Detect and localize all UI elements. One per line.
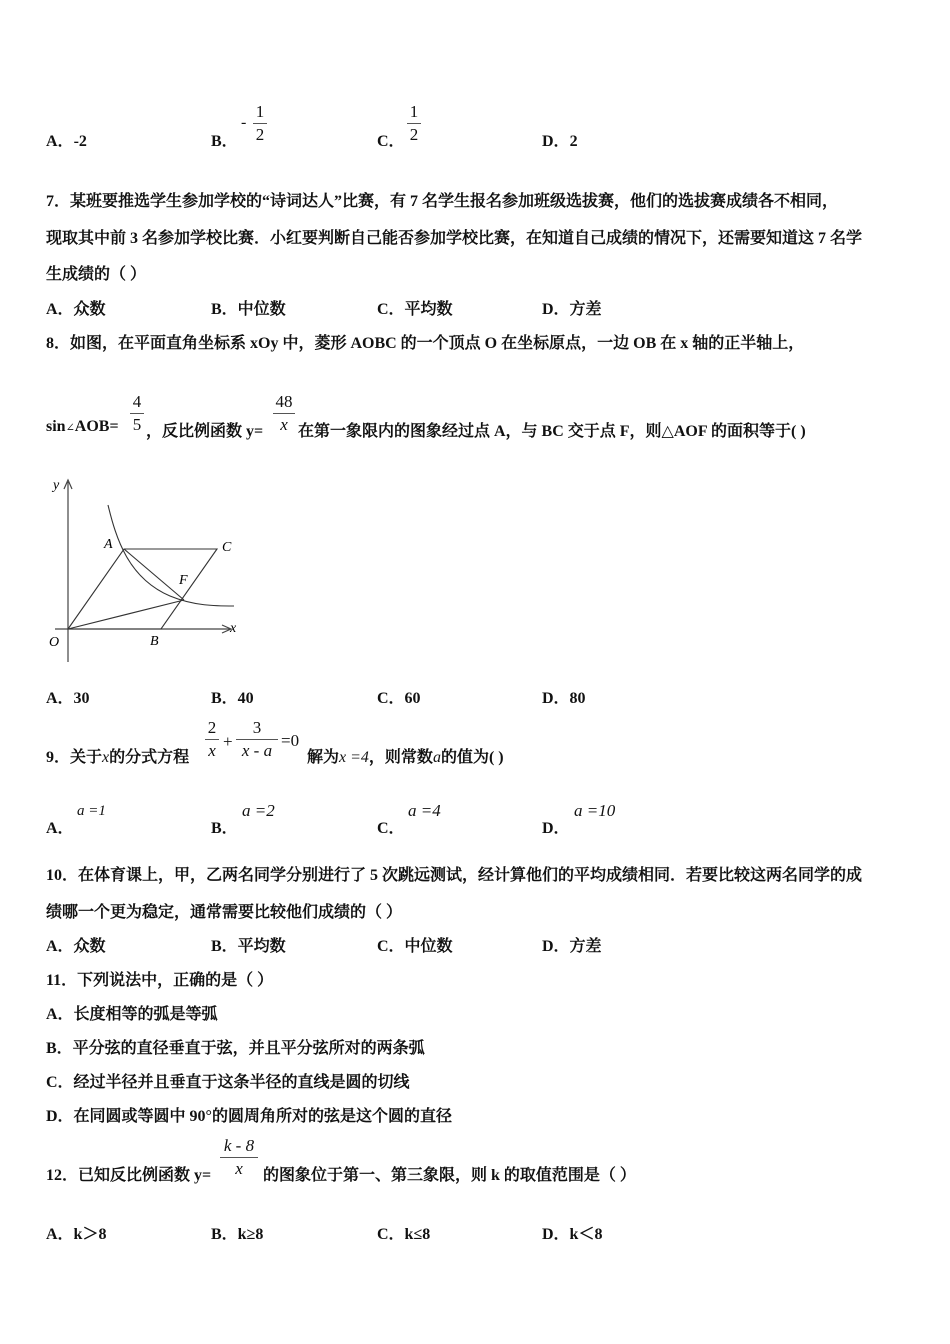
- q6-option-d: D．2: [542, 133, 578, 150]
- q12-stem-prefix: 12．已知反比例函数 y=: [46, 1167, 212, 1184]
- label-a: A: [104, 537, 113, 552]
- rhombus-aobc: [68, 549, 217, 629]
- q8-rhombus-figure: [40, 472, 240, 668]
- q8-option-c: C．60: [377, 690, 421, 707]
- q9-option-d-label: D．: [542, 820, 570, 837]
- q9-option-c-label: C．: [377, 820, 405, 837]
- q6-option-b: B．: [211, 133, 238, 150]
- label-y: y: [53, 478, 60, 493]
- hyperbola-curve: [108, 505, 234, 606]
- q8-option-d: D．80: [542, 690, 586, 707]
- q7-option-c: C．平均数: [377, 301, 453, 318]
- q7-option-d: D．方差: [542, 301, 602, 318]
- q12-option-c: C．k≤8: [377, 1226, 431, 1243]
- q11-option-d: D．在同圆或等圆中 90°的圆周角所对的弦是这个圆的直径: [46, 1108, 452, 1125]
- q12-option-b: B．k≥8: [211, 1226, 264, 1243]
- q9-stem-tail: 解为x =4，则常数a的值为( ): [307, 749, 504, 766]
- q9-option-b-value: a =2: [242, 801, 275, 820]
- q9-option-a-value: a =1: [77, 803, 106, 819]
- label-b: B: [150, 634, 159, 649]
- q9-equals-zero: =0: [281, 731, 300, 750]
- q6-option-b-sign: -: [241, 114, 247, 131]
- q8-function-prefix: ，反比例函数 y=: [146, 423, 264, 440]
- q7-option-a: A．众数: [46, 301, 106, 318]
- label-f: F: [179, 573, 188, 588]
- q9-option-b-label: B．: [211, 820, 238, 837]
- segment-af: [124, 549, 184, 600]
- q7-stem-line-1: 7．某班要推选学生参加学校的“诗词达人”比赛，有 7 名学生报名参加班级选拔赛，他们的选拔赛成绩各不相同，: [46, 193, 839, 210]
- q7-stem-line-3: 生成绩的（ ）: [46, 266, 147, 283]
- q8-sin-expression: sin∠AOB=: [46, 418, 119, 435]
- q10-option-d: D．方差: [542, 938, 602, 955]
- q10-stem-line-2: 绩哪一个更为稳定，通常需要比较他们成绩的（ ）: [46, 904, 403, 921]
- q12-option-d: D．k＜8: [542, 1226, 603, 1243]
- q7-stem-line-2: 现取其中前 3 名参加学校比赛．小红要判断自己能否参加学校比赛，在知道自己成绩的情况下，还需要知道这 7 名学: [46, 230, 863, 247]
- q9-fraction-2: 3 x - a: [236, 718, 278, 761]
- q12-fraction: k - 8 x: [220, 1136, 258, 1179]
- q8-stem-line-1: 8．如图，在平面直角坐标系 xOy 中，菱形 AOBC 的一个顶点 O 在坐标原点，一边 OB 在 x 轴的正半轴上，: [46, 335, 805, 352]
- q8-option-b: B．40: [211, 690, 254, 707]
- q8-function-fraction: 48 x: [273, 392, 295, 435]
- q9-option-c-value: a =4: [408, 801, 441, 820]
- q10-option-c: C．中位数: [377, 938, 453, 955]
- q10-stem-line-1: 10．在体育课上，甲，乙两名同学分别进行了 5 次跳远测试，经计算他们的平均成绩相同．若要比较这两名同学的成: [46, 867, 863, 884]
- label-c: C: [222, 540, 232, 555]
- q9-plus-sign: +: [223, 732, 233, 751]
- q9-option-a-label: A．: [46, 820, 74, 837]
- q12-option-a: A．k＞8: [46, 1226, 107, 1243]
- q6-option-c: C．: [377, 133, 405, 150]
- q9-fraction-1: 2 x: [205, 718, 219, 761]
- q11-option-b: B．平分弦的直径垂直于弦，并且平分弦所对的两条弧: [46, 1040, 425, 1057]
- q6-option-a: A．-2: [46, 133, 87, 150]
- q6-option-b-fraction: 1 2: [253, 102, 267, 145]
- q6-option-c-fraction: 1 2: [407, 102, 421, 145]
- label-x: x: [230, 621, 237, 636]
- q10-option-b: B．平均数: [211, 938, 286, 955]
- q11-stem: 11．下列说法中，正确的是（ ）: [46, 972, 274, 989]
- q8-stem-tail: 在第一象限内的图象经过点 A，与 BC 交于点 F，则△AOF 的面积等于( ): [298, 423, 806, 440]
- q9-option-d-value: a =10: [574, 801, 616, 820]
- q9-stem-prefix: 9．关于x的分式方程: [46, 749, 190, 766]
- label-o: O: [49, 635, 60, 650]
- q7-option-b: B．中位数: [211, 301, 286, 318]
- q11-option-a: A．长度相等的弧是等弧: [46, 1006, 218, 1023]
- q10-option-a: A．众数: [46, 938, 106, 955]
- q11-option-c: C．经过半径并且垂直于这条半径的直线是圆的切线: [46, 1074, 410, 1091]
- q12-stem-suffix: 的图象位于第一、第三象限，则 k 的取值范围是（ ）: [263, 1167, 636, 1184]
- q8-sin-fraction: 4 5: [130, 392, 144, 435]
- q8-option-a: A．30: [46, 690, 90, 707]
